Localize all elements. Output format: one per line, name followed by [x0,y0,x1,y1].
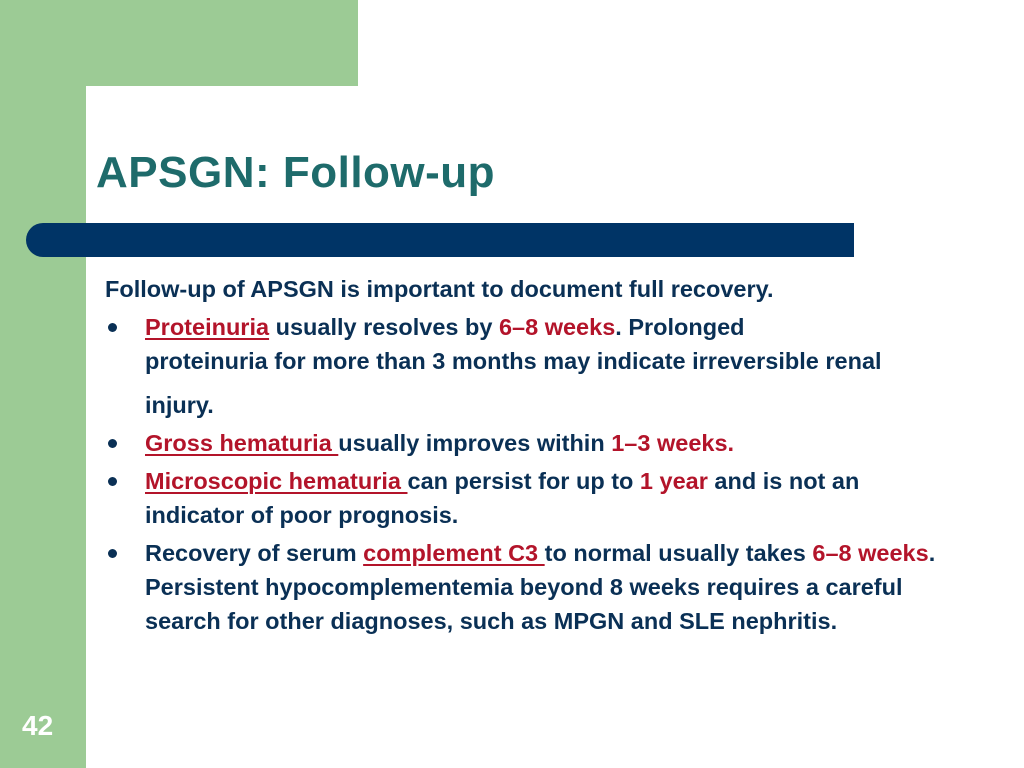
duration-highlight: 1–3 weeks. [611,430,735,456]
bullet-text: to normal usually takes [544,540,813,566]
bullet-gross-hematuria [105,426,955,460]
term-proteinuria: Proteinuria [145,314,270,340]
bullet-text: usually resolves by [269,314,499,340]
duration-highlight: 6–8 weeks [812,540,929,566]
bullet-text: and is not an indicator of poor prognosis. [145,468,860,528]
intro-text: Follow-up of APSGN is important to document full recovery. [105,276,774,302]
slide-body [105,272,955,642]
duration-highlight: 6–8 weeks [498,314,616,340]
green-top-block [86,0,358,86]
term-microscopic-hematuria: Microscopic hematuria [145,468,408,494]
bullet-text: usually improves within [338,430,612,456]
bullet-text: Recovery of serum [145,540,364,566]
bullet-complement-c3 [105,536,955,638]
term-complement-c3: complement C3 [363,540,545,566]
bullet-text: proteinuria for more than 3 months may indicate irreversible renal injury. [145,348,882,418]
slide-number: 42 [22,710,54,741]
bullet-proteinuria [105,310,955,422]
bullet-text: . Persistent hypocomplementemia beyond 8 weeks requires a careful search for other diagnoses, such as MPGN and SLE nephritis. [145,540,936,634]
bullet-text: . Prolonged [615,314,745,340]
duration-highlight: 1 year [639,468,708,494]
bullet-text: can persist for up to [407,468,640,494]
green-sidebar [0,0,86,768]
term-gross-hematuria: Gross hematuria [145,430,339,456]
title-underline-bar [26,223,854,257]
slide-title: APSGN: Follow-up [96,148,496,197]
bullet-microscopic-hematuria [105,464,955,532]
